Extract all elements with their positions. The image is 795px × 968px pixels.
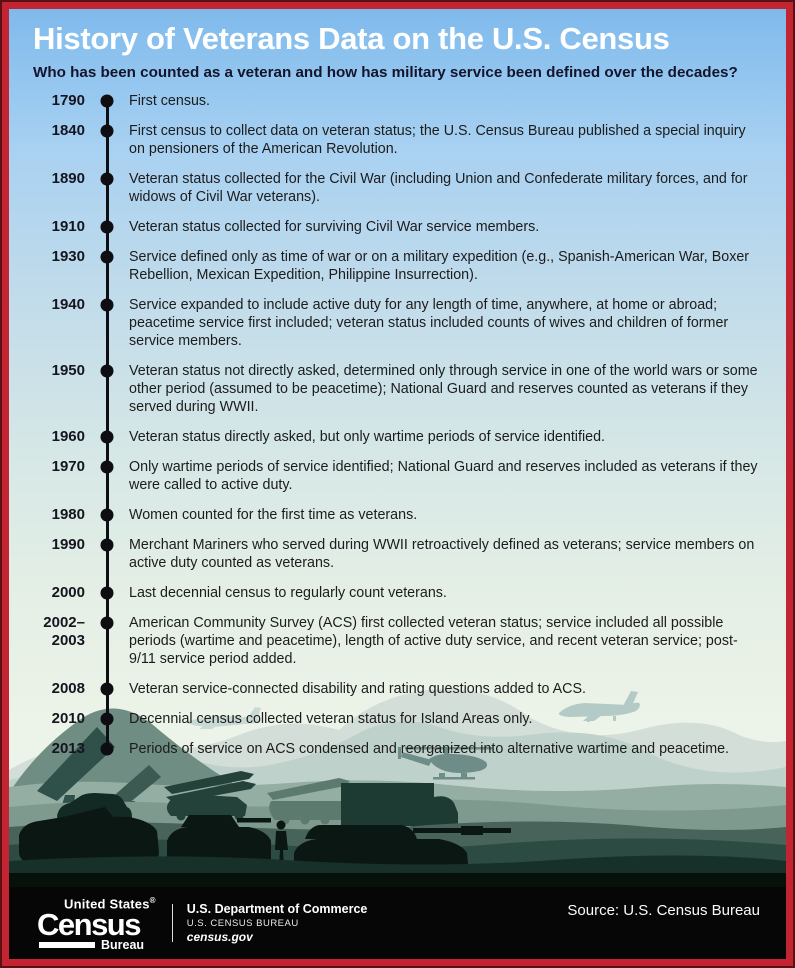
timeline-entry [33, 296, 760, 350]
timeline-entry [33, 170, 760, 206]
timeline-entry [33, 248, 760, 284]
timeline-description: First census to collect data on veteran status; the U.S. Census Bureau published a special inquiry on pensioners of the American Revolution. [129, 123, 746, 157]
timeline-description: Service expanded to include active duty for any length of time, anywhere, at home or abroad; peacetime service first included; veteran status included counts of wives and children of former service members. [129, 297, 729, 349]
timeline-dot-icon [101, 743, 114, 756]
census-bureau-logo [37, 894, 156, 951]
timeline-connector [85, 218, 129, 236]
timeline-connector [85, 710, 129, 728]
timeline-description: Periods of service on ACS condensed and reorganized into alternative wartime and peacetime. [129, 741, 730, 757]
logo-bureau-text: Bureau [101, 937, 145, 952]
timeline-entry [33, 740, 760, 758]
footer-divider [172, 904, 173, 942]
timeline-entry [33, 584, 760, 602]
registered-mark-icon: ® [149, 896, 156, 906]
logo-underline-bar [39, 942, 95, 948]
timeline-description: Veteran status directly asked, but only wartime periods of service identified. [129, 429, 606, 445]
timeline-description: Women counted for the first time as veterans. [129, 507, 418, 523]
census-gov-text: census.gov [186, 930, 253, 944]
timeline-entry [33, 680, 760, 698]
timeline-year: 1840 [51, 122, 85, 139]
timeline-entry [33, 218, 760, 236]
timeline-description: Veteran service-connected disability and rating questions added to ACS. [129, 681, 586, 697]
timeline-year: 2000 [51, 584, 85, 601]
timeline-connector [85, 506, 129, 524]
footer-bar [9, 887, 786, 959]
source-attribution: Source: U.S. Census Bureau [567, 902, 760, 919]
timeline-year: 1890 [51, 170, 85, 187]
agency-block [187, 902, 368, 944]
timeline-dot-icon [101, 221, 114, 234]
page-title: History of Veterans Data on the U.S. Census [33, 21, 670, 56]
timeline-connector [85, 536, 129, 554]
timeline-dot-icon [101, 683, 114, 696]
timeline-connector [85, 170, 129, 188]
timeline-entry [33, 506, 760, 524]
timeline-year: 2008 [51, 680, 85, 697]
timeline-dot-icon [101, 95, 114, 108]
timeline-connector [85, 584, 129, 602]
timeline-dot-icon [101, 251, 114, 264]
timeline-dot-icon [101, 617, 114, 630]
timeline-year: 1940 [51, 296, 85, 313]
timeline [33, 92, 760, 758]
timeline-dot-icon [101, 173, 114, 186]
timeline-year: 1970 [51, 458, 85, 475]
timeline-dot-icon [101, 539, 114, 552]
timeline-connector [85, 122, 129, 140]
logo-united-states-text: United States [64, 896, 150, 912]
timeline-description: American Community Survey (ACS) first collected veteran status; service included all possible periods (wartime and peacetime), length of active duty service, and recent veteran service; post-9/11 service period added. [129, 615, 738, 667]
timeline-year: 1790 [51, 92, 85, 109]
timeline-dot-icon [101, 125, 114, 138]
timeline-connector [85, 428, 129, 446]
timeline-description: Service defined only as time of war or on a military expedition (e.g., Spanish-American War, Boxer Rebellion, Mexican Expedition, Philippine Insurrection). [129, 249, 750, 283]
timeline-year: 1950 [51, 362, 85, 379]
timeline-dot-icon [101, 461, 114, 474]
timeline-dot-icon [101, 509, 114, 522]
timeline-connector [85, 614, 129, 632]
timeline-year: 2010 [51, 710, 85, 727]
timeline-description: Veteran status collected for surviving Civil War service members. [129, 219, 540, 235]
timeline-year: 1980 [51, 506, 85, 523]
timeline-connector [85, 92, 129, 110]
logo-census-wordmark: Census [37, 906, 140, 942]
timeline-dot-icon [101, 365, 114, 378]
timeline-year: 1910 [51, 218, 85, 235]
timeline-description: Merchant Mariners who served during WWII retroactively defined as veterans; service members on active duty counted as veterans. [129, 537, 755, 571]
timeline-dot-icon [101, 299, 114, 312]
timeline-connector [85, 296, 129, 314]
timeline-entry [33, 614, 760, 668]
timeline-connector [85, 362, 129, 380]
timeline-year: 2013 [51, 740, 85, 757]
timeline-entry [33, 710, 760, 728]
infographic-canvas [2, 2, 793, 966]
timeline-connector [85, 458, 129, 476]
timeline-connector [85, 680, 129, 698]
timeline-entry [33, 92, 760, 110]
timeline-entry [33, 536, 760, 572]
timeline-description: Only wartime periods of service identified; National Guard and reserves included as veterans if they were called to active duty. [129, 459, 758, 493]
department-of-commerce-text: U.S. Department of Commerce [186, 902, 368, 916]
ground-strip [9, 873, 786, 887]
timeline-dot-icon [101, 431, 114, 444]
timeline-entry [33, 362, 760, 416]
timeline-connector [85, 248, 129, 266]
timeline-year: 2002–2003 [43, 614, 85, 649]
timeline-dot-icon [101, 713, 114, 726]
timeline-year: 1930 [51, 248, 85, 265]
timeline-description: Veteran status not directly asked, determined only through service in one of the world wars or some other period (assumed to be peacetime); National Guard and reserves counted as veterans if they served during WWII. [129, 363, 758, 415]
timeline-description: Decennial census collected veteran status for Island Areas only. [129, 711, 533, 727]
timeline-description: First census. [129, 93, 211, 109]
content [9, 9, 786, 758]
timeline-description: Veteran status collected for the Civil War (including Union and Confederate military forces, and for widows of Civil War veterans). [129, 171, 748, 205]
timeline-entry [33, 428, 760, 446]
timeline-dot-icon [101, 587, 114, 600]
timeline-description: Last decennial census to regularly count veterans. [129, 585, 447, 601]
timeline-year: 1990 [51, 536, 85, 553]
timeline-connector [85, 740, 129, 758]
census-bureau-text: U.S. CENSUS BUREAU [186, 918, 299, 929]
timeline-year: 1960 [51, 428, 85, 445]
timeline-entry [33, 458, 760, 494]
timeline-entry [33, 122, 760, 158]
page-subtitle: Who has been counted as a veteran and how has military service been defined over the decades? [33, 64, 738, 81]
